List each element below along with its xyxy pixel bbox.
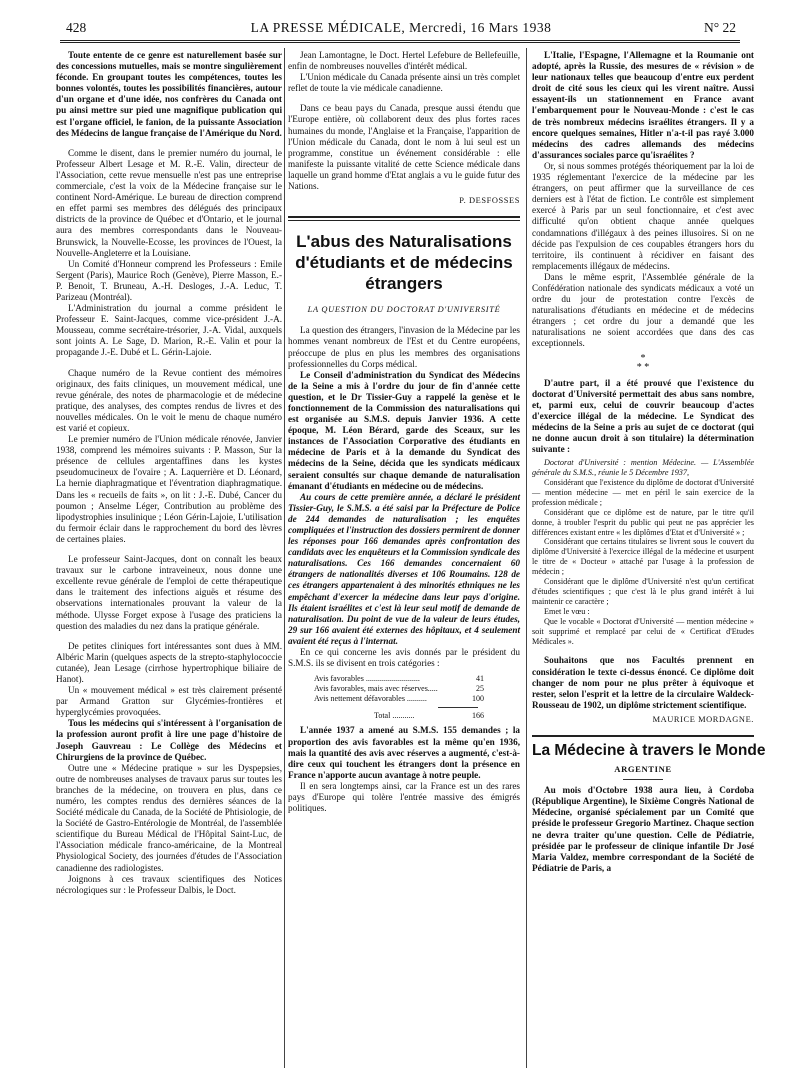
table-row <box>288 684 520 694</box>
signature: MAURICE MORDAGNE. <box>652 714 754 724</box>
column-rule-1 <box>284 48 285 1068</box>
table-total-value: 166 <box>472 710 484 720</box>
paragraph: L'année 1937 a amené au S.M.S. 155 demandes ; la proportion des avis favorables est la même qu'en 1936, mais la quantité des avis avec réserves a augmenté, c'est-à-dire ceux qui touchent les étrangers dont la présence en France n'apporte aucun avantage à notre peuple. <box>288 725 520 780</box>
paragraph: L'Administration du journal a comme président le Professeur E. Saint-Jacques, comme vice-président J.-A. Mousseau, comme secrétaire-trésorier, J.-A. Vidal, auxquels sont joints A. Le Sage, D. Marion, R.-E. Valin et pour la propagande J.-E. Dubé et L. Gérin-Lajoie. <box>56 303 282 358</box>
quote-paragraph: Emet le vœu : <box>544 606 590 616</box>
table-row <box>288 694 520 704</box>
page-number: 428 <box>66 20 87 35</box>
article-headline: L'abus des Naturalisations d'étudiants et de médecins étrangers <box>295 232 513 294</box>
paragraph: Toute entente de ce genre est naturellement basée sur des concessions mutuelles, mais se montre singulièrement féconde. En groupant toutes les compétences, toutes les bonnes volontés, toutes les possibilités financières, autour d'un organe et d'une idée, nos confrères du Canada ont pu ainsi mettre sur pied une magnifique publication qui est l'organe officiel, le fanion, de la puissante Association des Médecins de langue française de l'Amérique du Nord. <box>56 50 282 138</box>
paragraph: Chaque numéro de la Revue contient des mémoires originaux, des faits cliniques, un mouvement médical, une revue générale, des notes de pharmacologie et de médecine pratique, des analyses, des comptes rendus de livres et des nouvelles médicales. On le voit le menu de chaque numéro est varié et copieux. <box>56 367 282 433</box>
paragraph: Or, si nous sommes protégés théoriquement par la loi de 1935 réglementant l'exercice de la médecine par les étrangers, on peut affirmer que la surveillance de ces derniers est à l'état de fiction. Le contrôle est simplement exercé à Paris par un seul fonctionnaire, et c'est avec difficulté qu'on obtient chaque année quelques condamnations d'illégaux à des peines illusoires. Si on ne décide pas l'expulsion de ces coupables étrangers hors du territoire, ils continuent à récidiver en faisant des remplacements illégaux de médecins. <box>532 160 754 271</box>
quote-paragraph: Considérant que l'existence du diplôme de doctorat d'Université — mention médecine — met en péril le sain exercice de la profession médicale ; <box>532 478 754 507</box>
column-rule-2 <box>526 48 527 1068</box>
paragraph: Dans ce beau pays du Canada, presque aussi étendu que l'Europe entière, où collaborent deux des plus fortes races humaines du monde, l'Anglaise et la Française, l'apparition de l'Union médicale du Canada, dont le nom à lui seul est un programme, constitue un événement considérable : elle manifeste la puissante vitalité de cette Science médicale dans laquelle un grand homme d'Etat anglais a vu le guide futur des Nations. <box>288 103 520 192</box>
paragraph: De petites cliniques fort intéressantes sont dues à MM. Albéric Marin (quelques aspects de la strepto-staphylococcie cutanée), Jean Lesage (cirrhose hypertrophique biliaire de Hanot). <box>56 640 282 684</box>
issue-number: N° 22 <box>703 20 736 35</box>
paragraph: En ce qui concerne les avis donnés par le président du S.M.S. ils se divisent en trois catégories : <box>288 647 520 669</box>
table-total-row <box>288 711 520 721</box>
table-label: Avis favorables ........................... <box>314 674 420 684</box>
section-subtitle: ARGENTINE <box>614 764 672 775</box>
paragraph: Joignons à ces travaux scientifiques des Notices nécrologiques sur : le Professeur Dalbis, le Doct. <box>56 873 282 895</box>
journal-title: LA PRESSE MÉDICALE, Mercredi, 16 Mars 1938 <box>250 20 552 35</box>
header-rule <box>60 40 740 41</box>
table-label: Avis nettement défavorables .......... <box>314 693 427 703</box>
page-header <box>66 18 736 38</box>
quote-paragraph: Doctorat d'Université : mention Médecine. — L'Assemblée générale du S.M.S., réunie le 5 Décembre 1937, <box>532 458 754 478</box>
section-stars: * * * <box>636 352 650 373</box>
table-total-label: Total ........... <box>374 710 415 720</box>
header-rule-2 <box>60 42 740 43</box>
table-row <box>288 674 520 684</box>
article-divider <box>288 216 520 218</box>
table-label: Avis favorables, mais avec réserves..... <box>314 684 438 694</box>
paragraph: Il en sera longtemps ainsi, car la France est un des rares pays d'Europe qui tolère l'entrée massive des émigrés politiques. <box>288 780 520 814</box>
table-sum-rule <box>438 707 478 708</box>
quote-paragraph: Considérant que le diplôme d'Université n'est qu'un certificat d'études scientifiques ; que c'est là le plus grand intérêt à lui maintenir ce caractère ; <box>532 577 754 606</box>
paragraph: La question des étrangers, l'invasion de la Médecine par les hommes venant nombreux de l'Est et du Centre européens, préoccupe de plus en plus les membres des organisations professionnelles du Corps médical. <box>288 325 520 369</box>
paragraph: Au mois d'Octobre 1938 aura lieu, à Cordoba (République Argentine), le Sixième Congrès National de Médecine, organisé spécialement par un Comité que préside le professeur Gregorio Martinez. Chaque section ne devra traiter qu'une question. Celle de Pédiatrie, présidée par le professeur de clinique infantile Dr José Maria Valdez, membre correspondant de la Société de Pédiatrie de Paris, a <box>532 785 754 873</box>
paragraph: Le professeur Saint-Jacques, dont on connaît les beaux travaux sur le carbone intraveineux, nous donne une excellente revue générale de l'emploi de cette thérapeutique dans le traitement des infections aiguës et résume des observations internationales prouvant la valeur de la méthode. Ulysse Forget expose à l'usage des praticiens la question des maladies du nez dans la pratique générale. <box>56 554 282 631</box>
table-value: 100 <box>472 693 484 703</box>
quote-paragraph: Que le vocable « Doctorat d'Université — mention médecine » soit supprimé et remplacé par celui de « Certificat d'Etudes Médicales ». <box>532 616 754 646</box>
column-2 <box>288 50 520 814</box>
paragraph: Un « mouvement médical » est très clairement présenté par Armand Gratton sur Glycémies-frontières et hyperglycémies provoquées. <box>56 685 282 718</box>
paragraph: Au cours de cette première année, a déclaré le président Tissier-Guy, le S.M.S. a été saisi par la Préfecture de Police de 244 demandes de naturalisation ; les enquêtes compliquées et l'instruction des dossiers permirent de donner les réponses pour 166 demandes après confrontation des candidats avec les enquêteurs et la Commission syndicale des naturalisations. Ces 166 demandes concernaient 60 étrangers de nationalités diverses et 106 Roumains. 128 de ces étrangers appartenaient à des minorités ethniques ne les empêchant d'exercer la médecine dans leur pays d'origine. Ils étaient israélites et c'est là leur seul motif de demande de naturalisation. Du point de vue de la valeur de leurs études, 29 sur 166 avaient été externes des hôpitaux, et 4 seulement avaient été reçus à l'internat. <box>288 491 520 646</box>
avis-table <box>288 674 520 720</box>
paragraph: L'Union médicale du Canada présente ainsi un très complet reflet de toute la vie médicale canadienne. <box>288 72 520 94</box>
paragraph: Tous les médecins qui s'intéressent à l'organisation de la profession auront profit à lire une page d'histoire de Joseph Gauvreau : Le Collège des Médecins et Chirurgiens de la province de Québec. <box>56 718 282 762</box>
paragraph: Le Conseil d'administration du Syndicat des Médecins de la Seine a mis à l'ordre du jour de fin d'année cette question, et le Dr Tissier-Guy a rappelé la genèse et le fonctionnement de la Commission des naturalisations qui est organisée au S.M.S. depuis Janvier 1936. A cette époque, M. Léon Bérard, garde des Sceaux, sur les instances de l'Association Corporative des étudiants en médecine de Paris et à la demande du Syndicat des médecins de la Seine, décida que les syndicats médicaux seraient consultés sur chaque demande de naturalisation émanant d'étudiants en médecine ou de médecins. <box>288 369 520 491</box>
paragraph: Souhaitons que nos Facultés prennent en considération le texte ci-dessus énoncé. Ce diplôme doit changer de nom pour ne plus prêter à équivoque et rester, selon l'esprit et la lettre de la circulaire Waldeck-Rousseau de 1902, un diplôme strictement scientifique. <box>532 655 754 710</box>
paragraph: Dans le même esprit, l'Assemblée générale de la Confédération nationale des syndicats médicaux a voté un ordre du jour de protestation contre l'excès de naturalisations d'étudiants en médecine et de médecins étrangers ; cet ordre du jour a demandé que les naturalisations ne soient accordées que dans des cas exceptionnels. <box>532 271 754 349</box>
paragraph: Outre une « Médecine pratique » sur les Dyspepsies, outre de nombreuses analyses de travaux parus sur toutes les branches de la médecine, on trouvera en plus, dans ce numéro, les comptes rendus des dernières séances de la Société médicale du Canada, de la Société de Phtisiologie, de la Société de Gastro-Entérologie de Montréal, de l'assemblée scientifique du Bureau Médical de l'Hôpital Saint-Luc, de l'Association médicale franco-américaine, de la Montreal Physiological Society, des journées d'études de l'Association canadienne des radiologistes. <box>56 762 282 873</box>
paragraph: L'Italie, l'Espagne, l'Allemagne et la Roumanie ont adopté, après la Russie, des mesures de « révision » de leur nationaux telles que beaucoup d'entre eux perdent droit de cité sous les cieux qui les virent naître. Aussi essayent-ils un stationnement en France avant l'embarquement pour le Nouveau-Monde : c'est le cas de très nombreux médecins israélites étrangers. Il y a encore quelques semaines, Hitler n'a-t-il pas rayé 3.000 médecins des cadres allemands des médecins d'assurances sociales parce qu'israélites ? <box>532 50 754 160</box>
paragraph: Un Comité d'Honneur comprend les Professeurs : Emile Sergent (Paris), Maurice Roch (Genève), Pierre Masson, E.-P. Benoit, T. Bruneau, A.-H. Desloges, J.-A. Leduc, T. Parizeau (Montréal). <box>56 258 282 302</box>
subtitle-rule <box>623 779 663 780</box>
column-1 <box>56 50 282 896</box>
article-divider-2 <box>288 220 520 221</box>
paragraph: D'autre part, il a été prouvé que l'existence du doctorat d'Université permettait des abus sans nombre, et, parmi eux, celui de couvrir beaucoup d'actes d'exercice illégal de la médecine. Le Syndicat des médecins de la Seine a pris au sujet de ce doctorat (qui ne donne aucun droit à son titulaire) la détermination suivante : <box>532 377 754 455</box>
quote-paragraph: Considérant que ce diplôme est de nature, par le titre qu'il donne, à troubler l'esprit du public qui peut ne pas apprécier les différences existant entre « les diplômes d'Etat et d'Université » ; <box>532 507 754 537</box>
section-title: La Médecine à travers le Monde <box>532 741 766 759</box>
paragraph: Jean Lamontagne, le Doct. Hertel Lefebure de Bellefeuille, enfin de nombreuses nouvelles d'intérêt médical. <box>288 50 520 72</box>
article-subhead: LA QUESTION DU DOCTORAT D'UNIVERSITÉ <box>307 305 501 315</box>
signature: P. DESFOSSES <box>459 196 520 206</box>
quote-paragraph: Considérant que certains titulaires se livrent sous le couvert du diplôme d'Université à l'exercice illégal de la médecine et usurpent le titre de « Docteur » attaché par l'usage à la profession de médecin ; <box>532 537 754 577</box>
table-value: 25 <box>476 684 484 694</box>
column-3 <box>532 50 766 874</box>
section-divider <box>532 735 754 737</box>
paragraph: Comme le disent, dans le premier numéro du journal, le Professeur Albert Lesage et M. R.-E. Valin, directeur de l'Association, cette revue mensuelle n'est pas une entreprise commerciale, c'est la voix de la Médecine française sur le continent Nord-Amérique. Le bureau de direction comprend en effet parmi ses membres des délégués des principaux districts de la province de Québec et d'Ontario, et le journal aura des membres correspondants dans le Nouveau-Brunswick, la Nouvelle-Ecosse, les provinces de l'Ouest, la Nouvelle-Angleterre et la Louisiane. <box>56 147 282 258</box>
paragraph: Le premier numéro de l'Union médicale rénovée, Janvier 1938, comprend les mémoires suivants : P. Masson, Sur la présence de cellules argentaffines dans les kystes pseudomucineux de l'ovaire ; A. Laquerrière et D. Léonard, La hernie diaphragmatique et l'éventration diaphragmatique. Dans les « recueils de faits », on lit : J.-E. Dubé, Cancer du poumon ; Anselme Léger, Contribution au problème des lipodystrophies insulinique ; Léon Gérin-Lajoie, L'utilisation du fermoir éclair dans le rapprochement du bord des lèvres de certaines plaies. <box>56 434 282 544</box>
table-value: 41 <box>476 674 484 684</box>
